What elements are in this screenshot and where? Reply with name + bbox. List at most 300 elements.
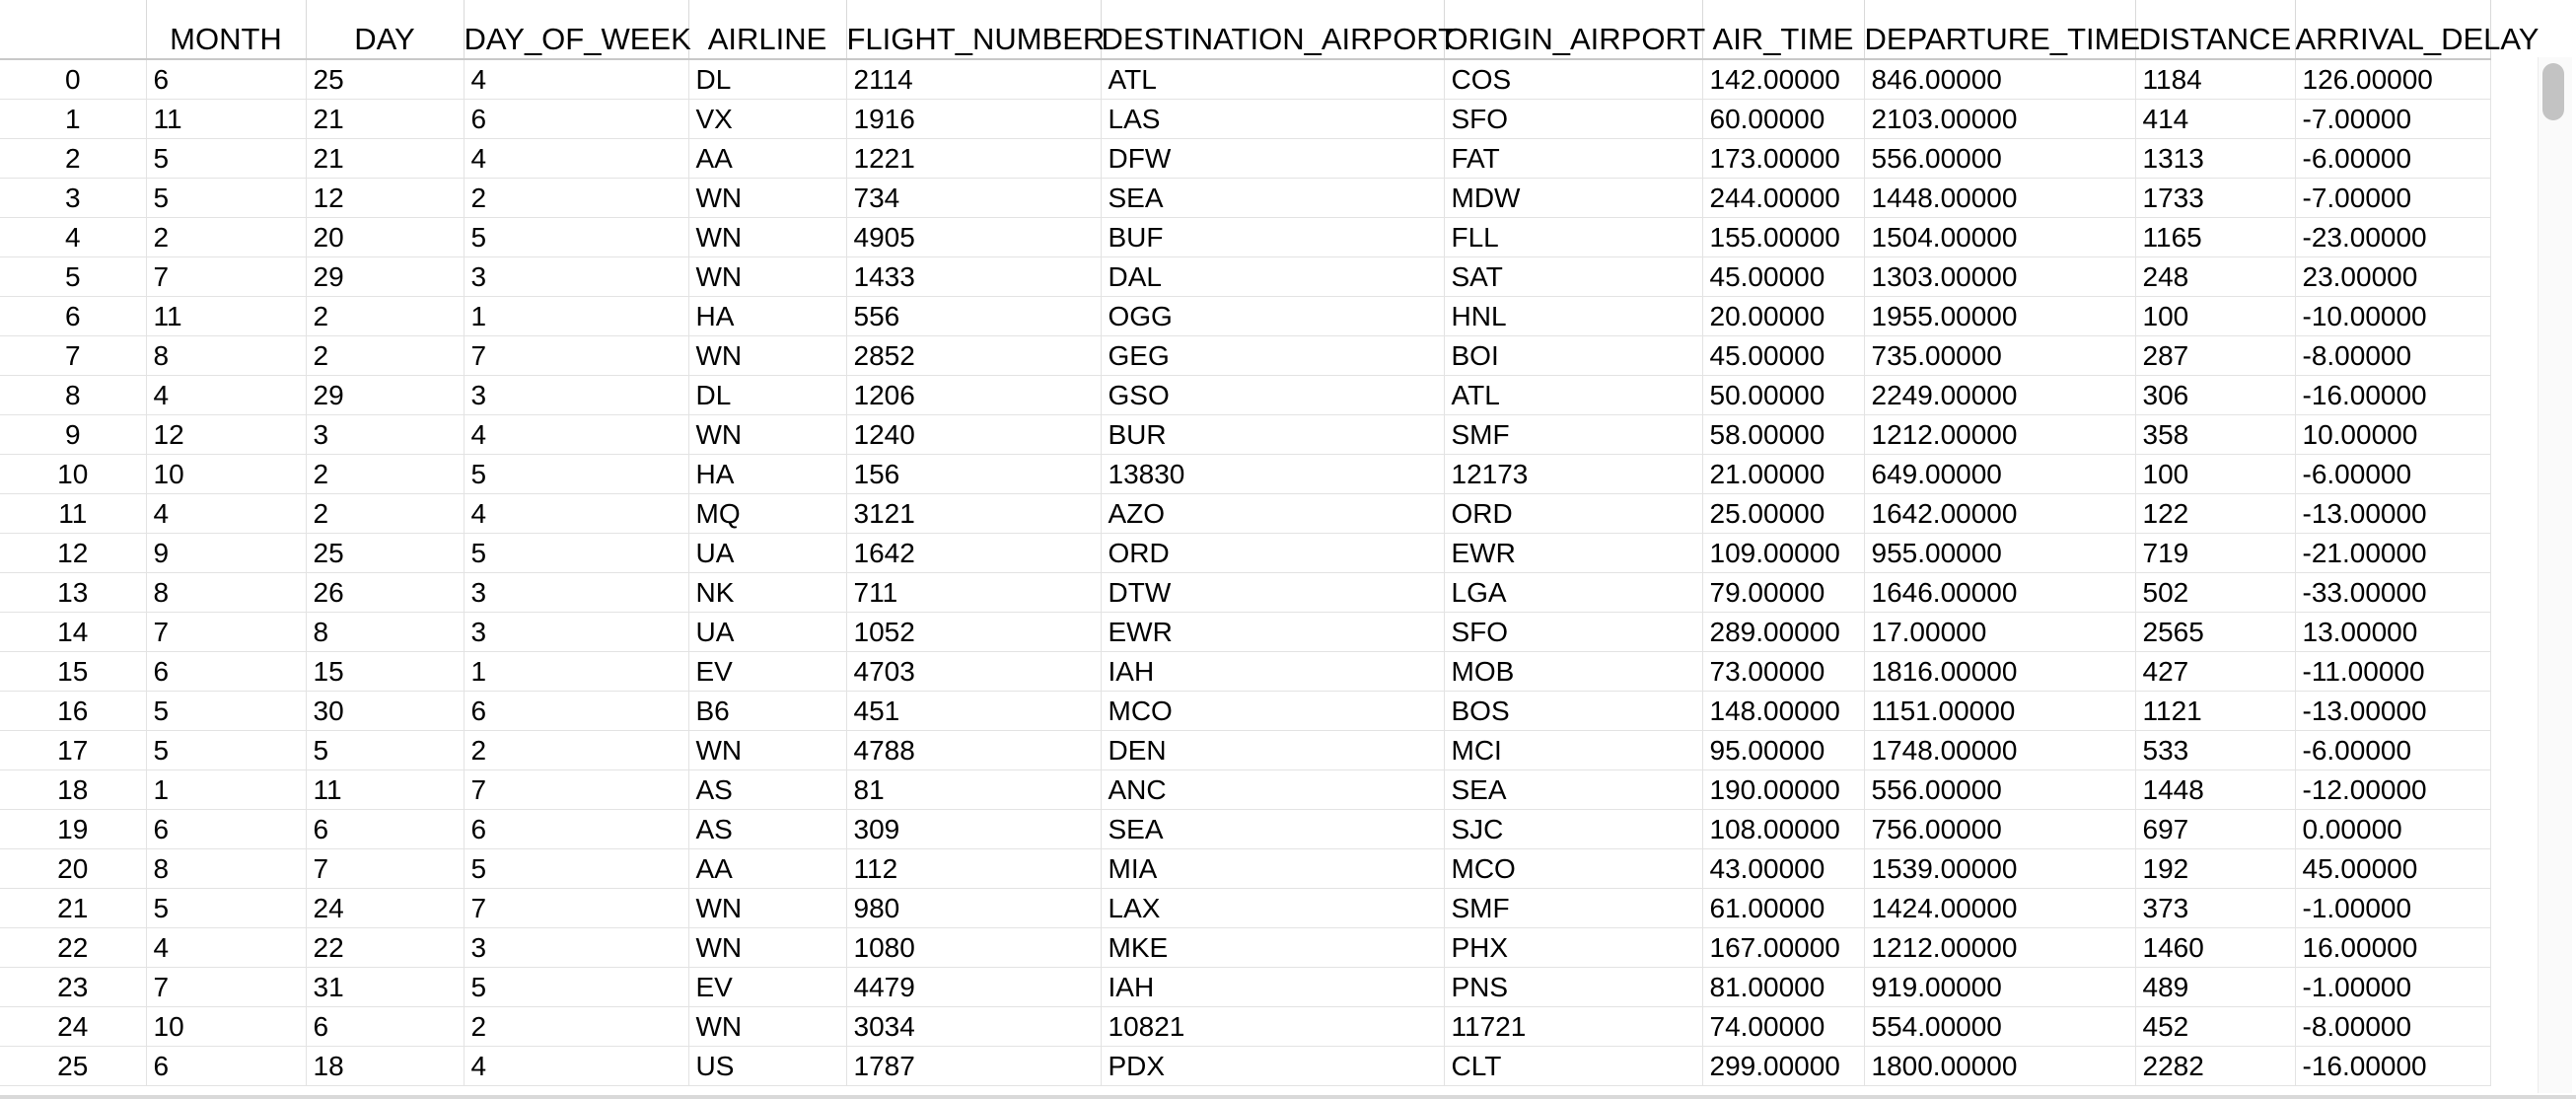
- table-cell[interactable]: 2: [464, 731, 688, 770]
- table-cell[interactable]: 4703: [846, 652, 1101, 692]
- table-cell[interactable]: 15: [306, 652, 464, 692]
- table-cell[interactable]: ATL: [1444, 376, 1702, 415]
- table-cell[interactable]: 73.00000: [1702, 652, 1864, 692]
- table-cell[interactable]: MCO: [1444, 849, 1702, 889]
- table-cell[interactable]: 81.00000: [1702, 968, 1864, 1007]
- table-cell[interactable]: 8: [146, 573, 306, 613]
- vertical-scrollbar-thumb[interactable]: [2542, 63, 2564, 120]
- column-header[interactable]: DISTANCE: [2135, 0, 2295, 59]
- table-cell[interactable]: 10: [146, 1007, 306, 1047]
- table-cell[interactable]: WN: [688, 889, 846, 928]
- column-header[interactable]: AIR_TIME: [1702, 0, 1864, 59]
- table-cell[interactable]: 3: [464, 613, 688, 652]
- table-cell[interactable]: 7: [146, 613, 306, 652]
- table-cell[interactable]: 26: [306, 573, 464, 613]
- table-row[interactable]: [0, 257, 2490, 297]
- table-row[interactable]: [0, 1047, 2490, 1086]
- table-cell[interactable]: WN: [688, 415, 846, 455]
- table-cell[interactable]: 4: [146, 928, 306, 968]
- table-cell[interactable]: 309: [846, 810, 1101, 849]
- table-cell[interactable]: DEN: [1101, 731, 1444, 770]
- table-cell[interactable]: 1642.00000: [1864, 494, 2135, 534]
- table-cell[interactable]: AS: [688, 810, 846, 849]
- table-cell[interactable]: 1151.00000: [1864, 692, 2135, 731]
- table-cell[interactable]: 7: [464, 770, 688, 810]
- table-cell[interactable]: 2282: [2135, 1047, 2295, 1086]
- table-row[interactable]: [0, 1007, 2490, 1047]
- table-cell[interactable]: HNL: [1444, 297, 1702, 336]
- table-row[interactable]: [0, 297, 2490, 336]
- table-cell[interactable]: -16.00000: [2295, 1047, 2490, 1086]
- table-cell[interactable]: 100: [2135, 297, 2295, 336]
- table-cell[interactable]: 7: [146, 257, 306, 297]
- table-cell[interactable]: 6: [146, 652, 306, 692]
- table-cell[interactable]: 4: [464, 139, 688, 179]
- row-index-cell[interactable]: 19: [0, 810, 146, 849]
- table-cell[interactable]: 2114: [846, 59, 1101, 100]
- table-cell[interactable]: 3121: [846, 494, 1101, 534]
- table-cell[interactable]: SJC: [1444, 810, 1702, 849]
- table-row[interactable]: [0, 968, 2490, 1007]
- table-cell[interactable]: 13830: [1101, 455, 1444, 494]
- table-cell[interactable]: ORD: [1444, 494, 1702, 534]
- row-index-cell[interactable]: 12: [0, 534, 146, 573]
- table-cell[interactable]: 81: [846, 770, 1101, 810]
- table-cell[interactable]: 3: [464, 928, 688, 968]
- table-cell[interactable]: 21: [306, 100, 464, 139]
- table-cell[interactable]: EV: [688, 652, 846, 692]
- table-cell[interactable]: 373: [2135, 889, 2295, 928]
- row-index-cell[interactable]: 13: [0, 573, 146, 613]
- table-cell[interactable]: 554.00000: [1864, 1007, 2135, 1047]
- table-row[interactable]: [0, 376, 2490, 415]
- table-cell[interactable]: 1646.00000: [1864, 573, 2135, 613]
- row-index-cell[interactable]: 5: [0, 257, 146, 297]
- table-cell[interactable]: EWR: [1101, 613, 1444, 652]
- table-cell[interactable]: 1221: [846, 139, 1101, 179]
- row-index-cell[interactable]: 24: [0, 1007, 146, 1047]
- row-index-cell[interactable]: 6: [0, 297, 146, 336]
- table-cell[interactable]: 6: [146, 1047, 306, 1086]
- table-cell[interactable]: WN: [688, 257, 846, 297]
- table-cell[interactable]: 697: [2135, 810, 2295, 849]
- table-cell[interactable]: 61.00000: [1702, 889, 1864, 928]
- table-cell[interactable]: 955.00000: [1864, 534, 2135, 573]
- table-cell[interactable]: 192: [2135, 849, 2295, 889]
- table-cell[interactable]: -13.00000: [2295, 692, 2490, 731]
- row-index-cell[interactable]: 7: [0, 336, 146, 376]
- table-cell[interactable]: -8.00000: [2295, 336, 2490, 376]
- table-cell[interactable]: WN: [688, 731, 846, 770]
- table-cell[interactable]: ANC: [1101, 770, 1444, 810]
- table-cell[interactable]: 846.00000: [1864, 59, 2135, 100]
- table-cell[interactable]: 5: [464, 849, 688, 889]
- table-row[interactable]: [0, 59, 2490, 100]
- table-cell[interactable]: 2: [306, 297, 464, 336]
- table-cell[interactable]: 5: [464, 455, 688, 494]
- table-cell[interactable]: -1.00000: [2295, 968, 2490, 1007]
- table-cell[interactable]: 5: [306, 731, 464, 770]
- table-cell[interactable]: 16.00000: [2295, 928, 2490, 968]
- table-cell[interactable]: LAX: [1101, 889, 1444, 928]
- table-cell[interactable]: 12173: [1444, 455, 1702, 494]
- table-cell[interactable]: 289.00000: [1702, 613, 1864, 652]
- table-cell[interactable]: 12: [306, 179, 464, 218]
- table-cell[interactable]: WN: [688, 1007, 846, 1047]
- table-cell[interactable]: 167.00000: [1702, 928, 1864, 968]
- table-cell[interactable]: BUR: [1101, 415, 1444, 455]
- row-index-cell[interactable]: 25: [0, 1047, 146, 1086]
- table-cell[interactable]: 502: [2135, 573, 2295, 613]
- table-cell[interactable]: 148.00000: [1702, 692, 1864, 731]
- column-header[interactable]: DAY: [306, 0, 464, 59]
- table-row[interactable]: [0, 573, 2490, 613]
- column-header[interactable]: ORIGIN_AIRPORT: [1444, 0, 1702, 59]
- table-cell[interactable]: 1212.00000: [1864, 928, 2135, 968]
- table-cell[interactable]: 734: [846, 179, 1101, 218]
- table-cell[interactable]: 6: [464, 100, 688, 139]
- column-header[interactable]: FLIGHT_NUMBER: [846, 0, 1101, 59]
- table-cell[interactable]: 306: [2135, 376, 2295, 415]
- table-cell[interactable]: 1460: [2135, 928, 2295, 968]
- table-cell[interactable]: -6.00000: [2295, 455, 2490, 494]
- table-cell[interactable]: MQ: [688, 494, 846, 534]
- table-cell[interactable]: 23.00000: [2295, 257, 2490, 297]
- row-index-cell[interactable]: 22: [0, 928, 146, 968]
- table-cell[interactable]: 4: [146, 494, 306, 534]
- table-cell[interactable]: DFW: [1101, 139, 1444, 179]
- table-cell[interactable]: 6: [464, 692, 688, 731]
- table-cell[interactable]: 31: [306, 968, 464, 1007]
- table-cell[interactable]: 24: [306, 889, 464, 928]
- table-cell[interactable]: WN: [688, 336, 846, 376]
- table-cell[interactable]: 7: [146, 968, 306, 1007]
- table-cell[interactable]: 1787: [846, 1047, 1101, 1086]
- table-cell[interactable]: 980: [846, 889, 1101, 928]
- table-cell[interactable]: SFO: [1444, 100, 1702, 139]
- table-cell[interactable]: 649.00000: [1864, 455, 2135, 494]
- column-header[interactable]: MONTH: [146, 0, 306, 59]
- table-cell[interactable]: 79.00000: [1702, 573, 1864, 613]
- table-cell[interactable]: BOS: [1444, 692, 1702, 731]
- table-cell[interactable]: 4905: [846, 218, 1101, 257]
- table-cell[interactable]: 1748.00000: [1864, 731, 2135, 770]
- table-cell[interactable]: MCI: [1444, 731, 1702, 770]
- table-cell[interactable]: 2: [464, 179, 688, 218]
- row-index-cell[interactable]: 9: [0, 415, 146, 455]
- table-cell[interactable]: 4: [464, 1047, 688, 1086]
- table-cell[interactable]: 2: [306, 336, 464, 376]
- column-header[interactable]: ARRIVAL_DELAY: [2295, 0, 2490, 59]
- table-cell[interactable]: 414: [2135, 100, 2295, 139]
- table-cell[interactable]: 2: [146, 218, 306, 257]
- table-cell[interactable]: 126.00000: [2295, 59, 2490, 100]
- table-cell[interactable]: 1313: [2135, 139, 2295, 179]
- table-cell[interactable]: 43.00000: [1702, 849, 1864, 889]
- table-cell[interactable]: 6: [306, 810, 464, 849]
- table-cell[interactable]: 1: [146, 770, 306, 810]
- table-cell[interactable]: 9: [146, 534, 306, 573]
- table-cell[interactable]: 4788: [846, 731, 1101, 770]
- table-cell[interactable]: DL: [688, 376, 846, 415]
- table-cell[interactable]: 248: [2135, 257, 2295, 297]
- row-index-cell[interactable]: 23: [0, 968, 146, 1007]
- table-cell[interactable]: EV: [688, 968, 846, 1007]
- table-cell[interactable]: -23.00000: [2295, 218, 2490, 257]
- table-cell[interactable]: BOI: [1444, 336, 1702, 376]
- table-cell[interactable]: 155.00000: [1702, 218, 1864, 257]
- table-cell[interactable]: 1733: [2135, 179, 2295, 218]
- table-cell[interactable]: FAT: [1444, 139, 1702, 179]
- table-cell[interactable]: 2: [306, 494, 464, 534]
- table-cell[interactable]: 3: [464, 257, 688, 297]
- table-cell[interactable]: 4479: [846, 968, 1101, 1007]
- table-cell[interactable]: 58.00000: [1702, 415, 1864, 455]
- table-cell[interactable]: 1212.00000: [1864, 415, 2135, 455]
- table-cell[interactable]: 3: [464, 376, 688, 415]
- table-cell[interactable]: 4: [464, 494, 688, 534]
- table-cell[interactable]: -11.00000: [2295, 652, 2490, 692]
- row-index-cell[interactable]: 10: [0, 455, 146, 494]
- table-cell[interactable]: 1424.00000: [1864, 889, 2135, 928]
- table-cell[interactable]: 1448: [2135, 770, 2295, 810]
- table-row[interactable]: [0, 849, 2490, 889]
- table-cell[interactable]: NK: [688, 573, 846, 613]
- table-row[interactable]: [0, 534, 2490, 573]
- table-row[interactable]: [0, 810, 2490, 849]
- table-cell[interactable]: ORD: [1101, 534, 1444, 573]
- table-cell[interactable]: 1816.00000: [1864, 652, 2135, 692]
- table-cell[interactable]: SEA: [1101, 179, 1444, 218]
- table-cell[interactable]: 25: [306, 59, 464, 100]
- table-cell[interactable]: 60.00000: [1702, 100, 1864, 139]
- table-row[interactable]: [0, 889, 2490, 928]
- table-cell[interactable]: 30: [306, 692, 464, 731]
- table-cell[interactable]: 173.00000: [1702, 139, 1864, 179]
- table-cell[interactable]: SAT: [1444, 257, 1702, 297]
- table-cell[interactable]: 11: [306, 770, 464, 810]
- table-cell[interactable]: GSO: [1101, 376, 1444, 415]
- table-cell[interactable]: 11: [146, 297, 306, 336]
- row-index-cell[interactable]: 11: [0, 494, 146, 534]
- table-cell[interactable]: -12.00000: [2295, 770, 2490, 810]
- table-cell[interactable]: 13.00000: [2295, 613, 2490, 652]
- table-cell[interactable]: 1121: [2135, 692, 2295, 731]
- table-cell[interactable]: 8: [146, 336, 306, 376]
- table-row[interactable]: [0, 139, 2490, 179]
- table-cell[interactable]: SEA: [1101, 810, 1444, 849]
- table-cell[interactable]: HA: [688, 297, 846, 336]
- table-cell[interactable]: SMF: [1444, 889, 1702, 928]
- table-cell[interactable]: -1.00000: [2295, 889, 2490, 928]
- row-index-cell[interactable]: 1: [0, 100, 146, 139]
- table-cell[interactable]: 108.00000: [1702, 810, 1864, 849]
- table-cell[interactable]: UA: [688, 534, 846, 573]
- table-cell[interactable]: 11: [146, 100, 306, 139]
- table-cell[interactable]: -7.00000: [2295, 179, 2490, 218]
- table-row[interactable]: [0, 336, 2490, 376]
- table-cell[interactable]: SEA: [1444, 770, 1702, 810]
- table-cell[interactable]: COS: [1444, 59, 1702, 100]
- table-cell[interactable]: 1206: [846, 376, 1101, 415]
- table-cell[interactable]: AA: [688, 139, 846, 179]
- table-cell[interactable]: 1916: [846, 100, 1101, 139]
- table-cell[interactable]: 427: [2135, 652, 2295, 692]
- table-cell[interactable]: 10821: [1101, 1007, 1444, 1047]
- table-cell[interactable]: 719: [2135, 534, 2295, 573]
- table-cell[interactable]: OGG: [1101, 297, 1444, 336]
- table-cell[interactable]: 2: [306, 455, 464, 494]
- table-cell[interactable]: 10: [146, 455, 306, 494]
- table-cell[interactable]: 299.00000: [1702, 1047, 1864, 1086]
- table-cell[interactable]: FLL: [1444, 218, 1702, 257]
- table-cell[interactable]: 5: [146, 179, 306, 218]
- table-cell[interactable]: 45.00000: [1702, 257, 1864, 297]
- table-cell[interactable]: 2852: [846, 336, 1101, 376]
- table-cell[interactable]: 4: [464, 415, 688, 455]
- table-cell[interactable]: 5: [146, 731, 306, 770]
- table-cell[interactable]: 1504.00000: [1864, 218, 2135, 257]
- table-cell[interactable]: GEG: [1101, 336, 1444, 376]
- table-cell[interactable]: 533: [2135, 731, 2295, 770]
- table-cell[interactable]: 1052: [846, 613, 1101, 652]
- table-cell[interactable]: MCO: [1101, 692, 1444, 731]
- table-row[interactable]: [0, 218, 2490, 257]
- table-cell[interactable]: 112: [846, 849, 1101, 889]
- table-cell[interactable]: 50.00000: [1702, 376, 1864, 415]
- table-cell[interactable]: 74.00000: [1702, 1007, 1864, 1047]
- table-cell[interactable]: -10.00000: [2295, 297, 2490, 336]
- table-cell[interactable]: PHX: [1444, 928, 1702, 968]
- table-cell[interactable]: 4: [146, 376, 306, 415]
- table-cell[interactable]: MOB: [1444, 652, 1702, 692]
- table-cell[interactable]: 6: [146, 59, 306, 100]
- table-cell[interactable]: 756.00000: [1864, 810, 2135, 849]
- table-cell[interactable]: 21.00000: [1702, 455, 1864, 494]
- table-row[interactable]: [0, 692, 2490, 731]
- table-cell[interactable]: 109.00000: [1702, 534, 1864, 573]
- table-cell[interactable]: 735.00000: [1864, 336, 2135, 376]
- column-header[interactable]: DAY_OF_WEEK: [464, 0, 688, 59]
- table-cell[interactable]: BUF: [1101, 218, 1444, 257]
- table-cell[interactable]: 3: [306, 415, 464, 455]
- table-cell[interactable]: WN: [688, 218, 846, 257]
- table-cell[interactable]: IAH: [1101, 968, 1444, 1007]
- table-cell[interactable]: DAL: [1101, 257, 1444, 297]
- table-row[interactable]: [0, 770, 2490, 810]
- table-cell[interactable]: -6.00000: [2295, 731, 2490, 770]
- column-header[interactable]: DESTINATION_AIRPORT: [1101, 0, 1444, 59]
- table-cell[interactable]: IAH: [1101, 652, 1444, 692]
- table-cell[interactable]: 5: [146, 139, 306, 179]
- table-cell[interactable]: 29: [306, 257, 464, 297]
- table-cell[interactable]: WN: [688, 928, 846, 968]
- table-cell[interactable]: -33.00000: [2295, 573, 2490, 613]
- table-cell[interactable]: 1303.00000: [1864, 257, 2135, 297]
- table-cell[interactable]: 1800.00000: [1864, 1047, 2135, 1086]
- table-cell[interactable]: -16.00000: [2295, 376, 2490, 415]
- table-cell[interactable]: 2: [464, 1007, 688, 1047]
- table-cell[interactable]: 556.00000: [1864, 139, 2135, 179]
- table-cell[interactable]: -8.00000: [2295, 1007, 2490, 1047]
- table-cell[interactable]: 1642: [846, 534, 1101, 573]
- table-cell[interactable]: 2249.00000: [1864, 376, 2135, 415]
- table-cell[interactable]: 20.00000: [1702, 297, 1864, 336]
- table-cell[interactable]: WN: [688, 179, 846, 218]
- table-row[interactable]: [0, 415, 2490, 455]
- table-cell[interactable]: 5: [464, 218, 688, 257]
- table-cell[interactable]: 8: [146, 849, 306, 889]
- table-cell[interactable]: VX: [688, 100, 846, 139]
- table-row[interactable]: [0, 731, 2490, 770]
- table-cell[interactable]: SMF: [1444, 415, 1702, 455]
- table-cell[interactable]: 142.00000: [1702, 59, 1864, 100]
- row-index-cell[interactable]: 16: [0, 692, 146, 731]
- table-cell[interactable]: AA: [688, 849, 846, 889]
- table-cell[interactable]: DL: [688, 59, 846, 100]
- table-cell[interactable]: DTW: [1101, 573, 1444, 613]
- table-cell[interactable]: 1165: [2135, 218, 2295, 257]
- table-row[interactable]: [0, 494, 2490, 534]
- table-cell[interactable]: 244.00000: [1702, 179, 1864, 218]
- table-cell[interactable]: 1539.00000: [1864, 849, 2135, 889]
- table-row[interactable]: [0, 179, 2490, 218]
- table-cell[interactable]: 100: [2135, 455, 2295, 494]
- table-cell[interactable]: LAS: [1101, 100, 1444, 139]
- table-cell[interactable]: 20: [306, 218, 464, 257]
- table-cell[interactable]: 2103.00000: [1864, 100, 2135, 139]
- table-cell[interactable]: 1184: [2135, 59, 2295, 100]
- table-cell[interactable]: 919.00000: [1864, 968, 2135, 1007]
- table-cell[interactable]: -6.00000: [2295, 139, 2490, 179]
- row-index-cell[interactable]: 4: [0, 218, 146, 257]
- table-row[interactable]: [0, 455, 2490, 494]
- table-cell[interactable]: 190.00000: [1702, 770, 1864, 810]
- table-cell[interactable]: 711: [846, 573, 1101, 613]
- table-cell[interactable]: 7: [464, 336, 688, 376]
- table-cell[interactable]: 6: [146, 810, 306, 849]
- table-cell[interactable]: -21.00000: [2295, 534, 2490, 573]
- table-row[interactable]: [0, 652, 2490, 692]
- table-cell[interactable]: 45.00000: [1702, 336, 1864, 376]
- table-row[interactable]: [0, 613, 2490, 652]
- table-cell[interactable]: 6: [306, 1007, 464, 1047]
- table-cell[interactable]: 1955.00000: [1864, 297, 2135, 336]
- row-index-cell[interactable]: 14: [0, 613, 146, 652]
- table-cell[interactable]: US: [688, 1047, 846, 1086]
- table-cell[interactable]: B6: [688, 692, 846, 731]
- table-cell[interactable]: 1240: [846, 415, 1101, 455]
- row-index-cell[interactable]: 20: [0, 849, 146, 889]
- table-cell[interactable]: 1: [464, 652, 688, 692]
- row-index-cell[interactable]: 17: [0, 731, 146, 770]
- table-cell[interactable]: 45.00000: [2295, 849, 2490, 889]
- table-cell[interactable]: UA: [688, 613, 846, 652]
- table-cell[interactable]: 5: [464, 968, 688, 1007]
- table-cell[interactable]: 556.00000: [1864, 770, 2135, 810]
- table-cell[interactable]: 451: [846, 692, 1101, 731]
- table-cell[interactable]: 1448.00000: [1864, 179, 2135, 218]
- table-cell[interactable]: 5: [464, 534, 688, 573]
- table-cell[interactable]: AS: [688, 770, 846, 810]
- table-cell[interactable]: 11721: [1444, 1007, 1702, 1047]
- row-index-cell[interactable]: 8: [0, 376, 146, 415]
- table-cell[interactable]: 1433: [846, 257, 1101, 297]
- table-cell[interactable]: 452: [2135, 1007, 2295, 1047]
- table-cell[interactable]: AZO: [1101, 494, 1444, 534]
- table-cell[interactable]: PDX: [1101, 1047, 1444, 1086]
- table-cell[interactable]: 4: [464, 59, 688, 100]
